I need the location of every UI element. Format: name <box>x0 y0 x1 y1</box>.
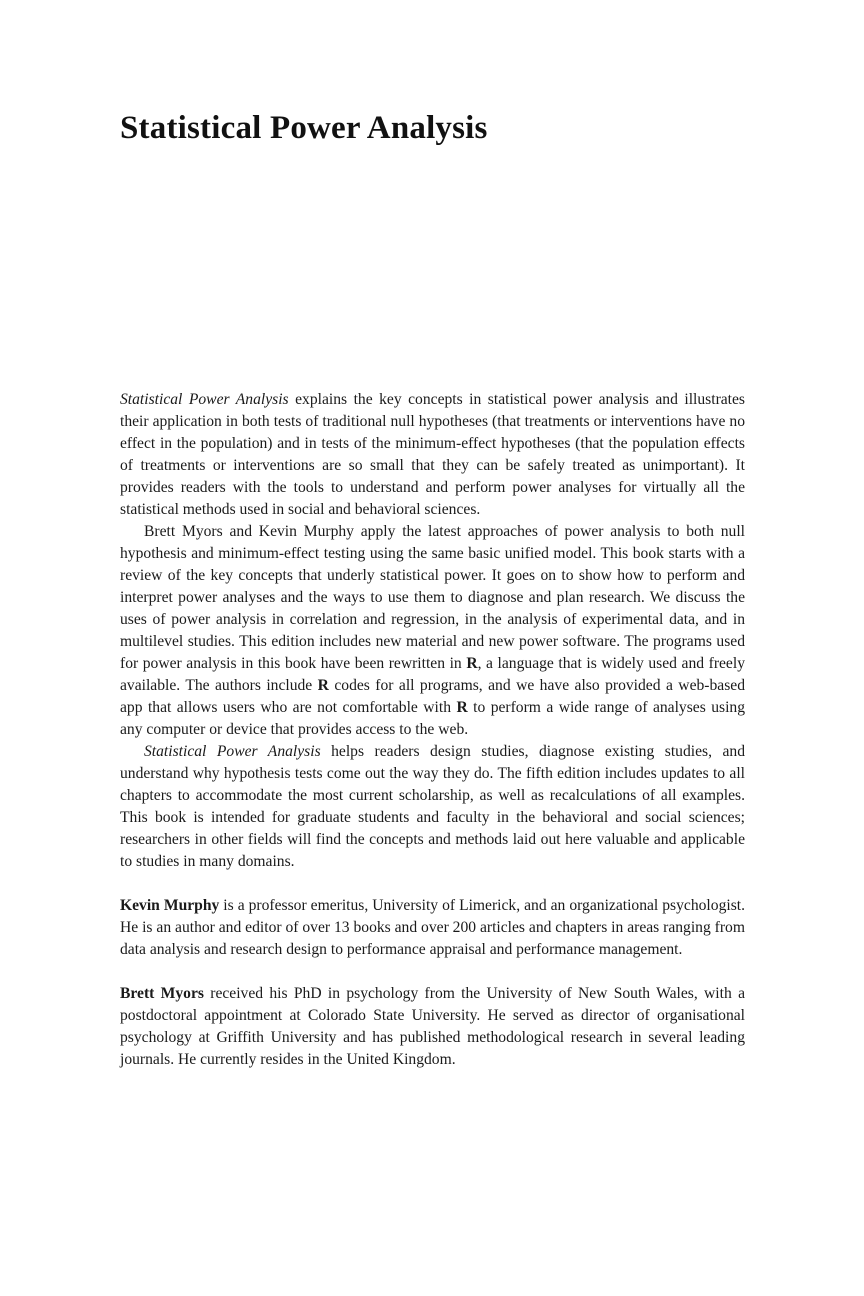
author-bio-text: received his PhD in psychology from the University of New South Wales, with a postdoctoral appointment at Colorado State University. He served as director of organisational psychology at Griffith University and has published methodological research in several leading journals. He currently resides in the United Kingdom. <box>120 985 745 1068</box>
blurb-paragraph-3 <box>120 741 745 873</box>
author-name: Kevin Murphy <box>120 897 220 914</box>
author-name: Brett Myors <box>120 985 204 1002</box>
r-language-bold: R <box>317 677 329 694</box>
page-title: Statistical Power Analysis <box>120 110 488 146</box>
blurb-text: explains the key concepts in statistical power analysis and illustrates their application in both tests of traditional null hypotheses (that treatments or interventions have no effect in the population) and in tests of the minimum-effect hypotheses (that the population effects of treatments or interventions are so small that they can be safely treated as unimportant). It provides readers with the tools to understand and perform power analyses for virtually all the statistical methods used in social and behavioral sciences. <box>120 391 746 518</box>
book-title-italic: Statistical Power Analysis <box>120 391 289 408</box>
blurb-text: to perform a wide range of analyses using any computer or device that provides access to the web. <box>120 699 745 738</box>
blurb-paragraph-2 <box>120 521 745 741</box>
blurb-text: , a language that is widely used and freely available. The authors include <box>120 655 745 694</box>
book-blurb <box>120 389 745 1071</box>
blurb-text: helps readers design studies, diagnose existing studies, and understand why hypothesis tests come out the way they do. The fifth edition includes updates to all chapters to accommodate the most current scholarship, as well as recalculations of all examples. This book is intended for graduate students and faculty in the behavioral and social sciences; researchers in other fields will find the concepts and methods laid out here valuable and applicable to studies in many domains. <box>120 743 745 870</box>
blurb-text: codes for all programs, and we have also provided a web-based app that allows users who are not comfortable with <box>120 677 745 716</box>
r-language-bold: R <box>466 655 478 672</box>
author-bio-myors <box>120 983 745 1071</box>
book-title-italic: Statistical Power Analysis <box>144 743 321 760</box>
blurb-text: Brett Myors and Kevin Murphy apply the latest approaches of power analysis to both null hypothesis and minimum-effect testing using the same basic unified model. This book starts with a review of the key concepts that underly statistical power. It goes on to show how to perform and interpret power analyses and the ways to use them to diagnose and plan research. We discuss the uses of power analysis in correlation and regression, in the analysis of experimental data, and in multilevel studies. This edition includes new material and new power software. The programs used for power analysis in this book have been rewritten in <box>120 523 745 672</box>
author-bio-text: is a professor emeritus, University of Limerick, and an organizational psychologist. He is an author and editor of over 13 books and over 200 articles and chapters in areas ranging from data analysis and research design to performance appraisal and performance management. <box>120 897 745 958</box>
blurb-paragraph-1 <box>120 389 745 521</box>
r-language-bold: R <box>456 699 468 716</box>
author-bio-murphy <box>120 895 745 961</box>
